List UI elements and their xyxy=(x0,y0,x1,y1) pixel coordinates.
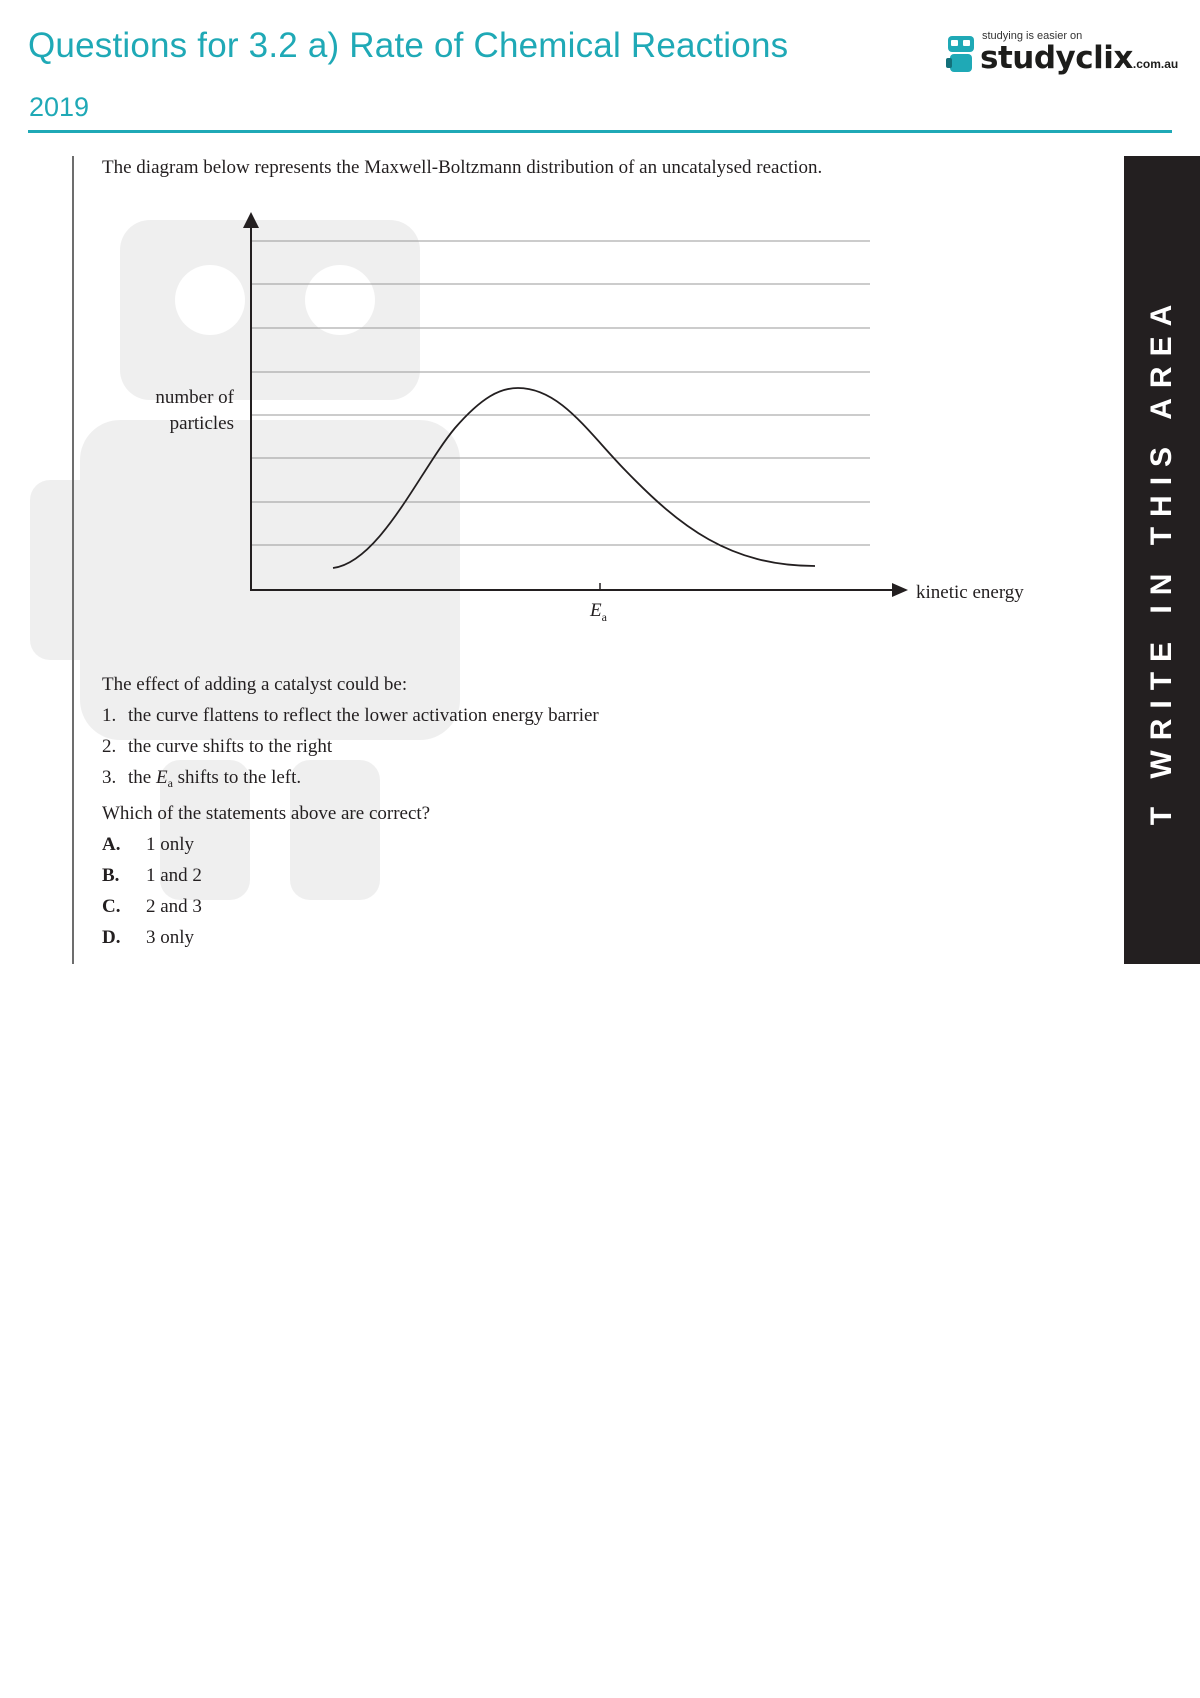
y-axis-label-line2: particles xyxy=(169,413,234,434)
grid-lines xyxy=(250,241,870,545)
maxwell-boltzmann-diagram xyxy=(0,0,1200,700)
option-a-letter[interactable]: A. xyxy=(102,834,121,855)
logo-wordmark: studyclix.com.au xyxy=(980,40,1179,76)
band-text: T WRITE IN THIS AREA xyxy=(1145,294,1178,826)
x-axis-label: kinetic energy xyxy=(916,582,1024,603)
option-b-text[interactable]: 1 and 2 xyxy=(146,865,202,886)
question-intro: The diagram below represents the Maxwell-Boltzmann distribution of an uncatalysed reaction. xyxy=(102,157,823,178)
statement-2: 2. the curve shifts to the right xyxy=(102,736,333,757)
y-axis-arrow-icon xyxy=(243,212,259,228)
question-lead: The effect of adding a catalyst could be: xyxy=(102,674,408,695)
option-b-letter[interactable]: B. xyxy=(102,865,120,886)
option-c-letter[interactable]: C. xyxy=(102,896,121,917)
ea-marker-label: $E_a$ xyxy=(590,600,607,624)
question-prompt: Which of the statements above are correct? xyxy=(102,803,431,824)
option-d-letter[interactable]: D. xyxy=(102,927,121,948)
option-c-text[interactable]: 2 and 3 xyxy=(146,896,202,917)
option-a-text[interactable]: 1 only xyxy=(146,834,195,855)
page-title: Questions for 3.2 a) Rate of Chemical Reactions xyxy=(28,26,789,65)
option-d-text[interactable]: 3 only xyxy=(146,927,195,948)
statement-3: 3. the $E_a$ shifts to the left. xyxy=(102,767,302,790)
x-axis-arrow-icon xyxy=(892,583,908,597)
statement-1: 1. the curve flattens to reflect the lower activation energy barrier xyxy=(102,705,599,726)
logo-tagline: studying is easier on xyxy=(982,30,1083,42)
year-heading: 2019 xyxy=(29,92,90,122)
y-axis-label-line1: number of xyxy=(155,387,234,408)
